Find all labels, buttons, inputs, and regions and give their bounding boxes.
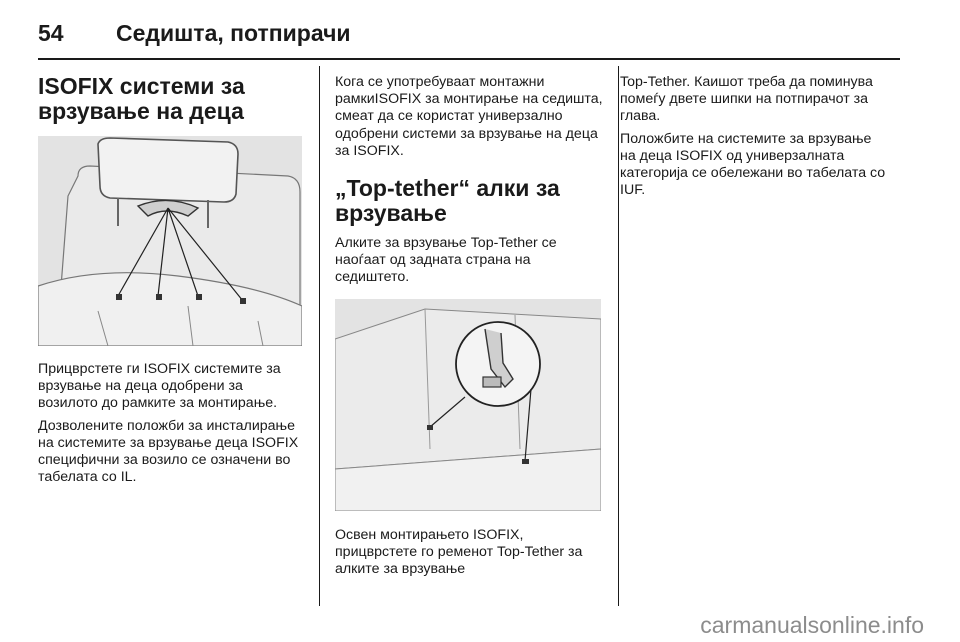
header-divider (38, 58, 900, 60)
paragraph: Кога се употребуваат монтажни рамкиISOFIX за монтирање на седишта, смеат да се користат универзално одобрени системи за врзување на деца за ISOFIX. (335, 74, 603, 159)
paragraph: Алките за врзување Top-Tether се наоѓаат од задната страна на седиштето. (335, 235, 557, 286)
section-heading-top-tether: „Top-tether“ алки за врзување (335, 175, 560, 227)
watermark: carmanualsonline.info (700, 612, 924, 638)
isofix-seat-illustration (38, 136, 302, 346)
paragraph: Положбите на системите за врзување на деца ISOFIX од универзалната категорија се обележани во табелата со IUF. (620, 130, 886, 199)
section-heading-isofix: ISOFIX системи за врзување на деца (38, 73, 245, 124)
paragraph: Освен монтирањето ISOFIX, прицврстете го ременот Top-Tether за алките за врзување (335, 526, 583, 578)
page-number: 54 (38, 20, 64, 46)
column-1 (38, 74, 304, 491)
chapter-title: Седишта, потпирачи (116, 20, 351, 46)
paragraph: Дозволените положби за инсталирање на системите за врзување деца ISOFIX специфични за возило се означени во табелата со IL. (38, 417, 299, 486)
column-3 (620, 74, 890, 204)
paragraph: Прицврстете ги ISOFIX системите за врзување на деца одобрени за возилото до рамките за монтирање. (38, 361, 281, 412)
column-divider (319, 66, 320, 606)
column-divider (618, 66, 619, 606)
top-tether-illustration (335, 299, 601, 511)
column-2 (335, 74, 603, 583)
paragraph: Top-Tether. Каишот треба да поминува помеѓу двете шипки на потпирачот за глава. (620, 74, 873, 125)
page-header (38, 20, 351, 50)
